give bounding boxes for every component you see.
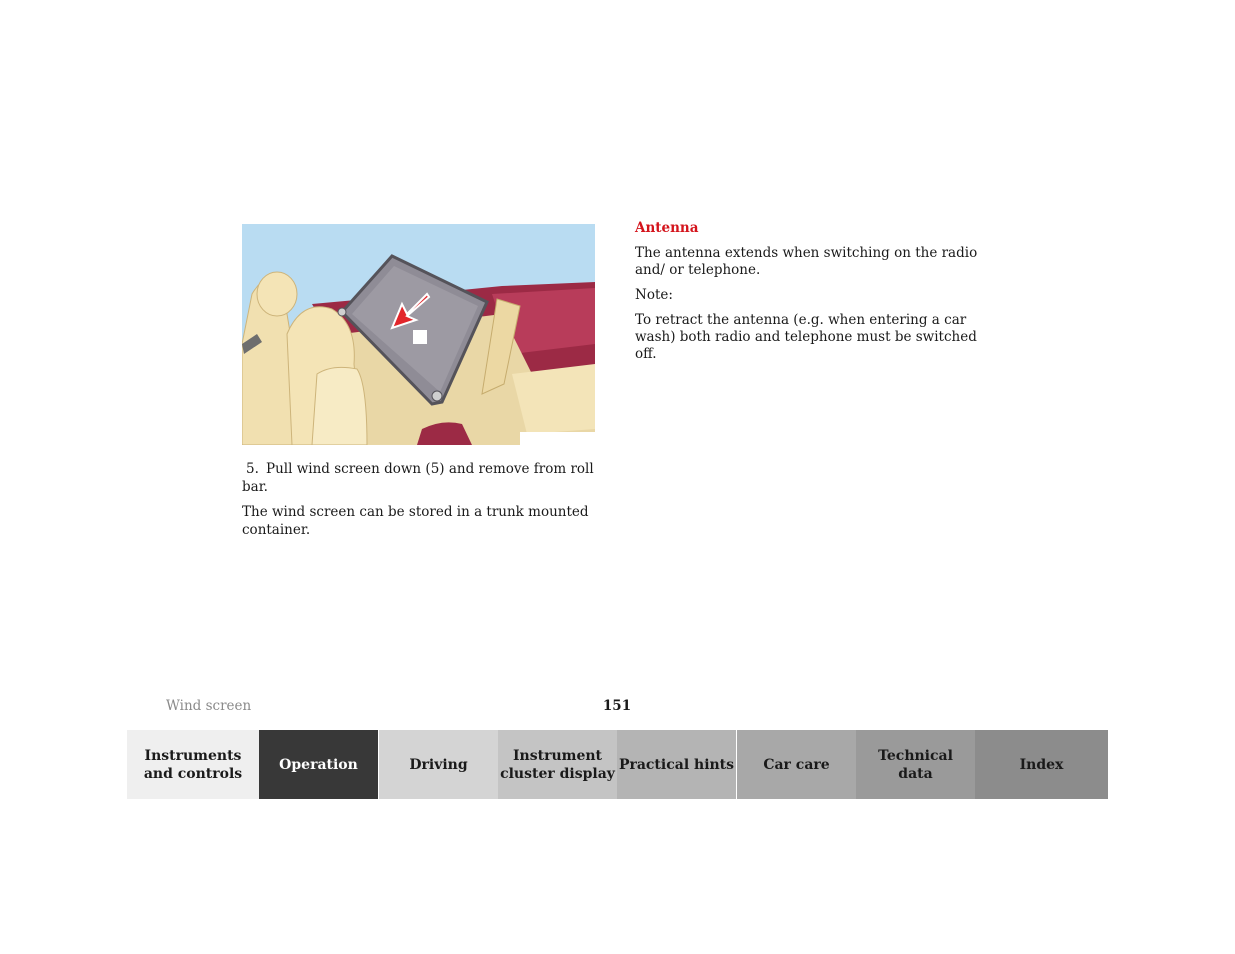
tab-instruments-and-controls[interactable]: Instruments and controls (127, 730, 259, 799)
step-number: 5. (246, 461, 259, 477)
tab-car-care[interactable]: Car care (736, 730, 856, 799)
chapter-navigation (127, 730, 1108, 799)
left-column (242, 460, 612, 546)
tab-index[interactable]: Index (975, 730, 1108, 799)
antenna-paragraph: The antenna extends when switching on the radio and/ or telephone. (635, 245, 978, 278)
tab-technical-data[interactable]: Technical data (856, 730, 975, 799)
page-number: 151 (602, 698, 632, 714)
storage-note: The wind screen can be stored in a trunk mounted container. (242, 504, 589, 538)
right-column (635, 220, 995, 371)
wind-screen-illustration (242, 224, 595, 445)
tab-operation[interactable]: Operation (259, 730, 378, 799)
step-text: Pull wind screen down (5) and remove from roll bar. (242, 461, 594, 495)
tab-driving[interactable]: Driving (378, 730, 498, 799)
section-heading-antenna: Antenna (635, 220, 699, 236)
footer-section-title: Wind screen (166, 698, 252, 714)
retract-paragraph: To retract the antenna (e.g. when entering a car wash) both radio and telephone must be switched off. (635, 312, 977, 362)
tab-instrument-cluster-display[interactable]: Instrument cluster display (498, 730, 617, 799)
tab-practical-hints[interactable]: Practical hints (617, 730, 736, 799)
note-label: Note: (635, 287, 673, 303)
step-5 (242, 460, 612, 496)
